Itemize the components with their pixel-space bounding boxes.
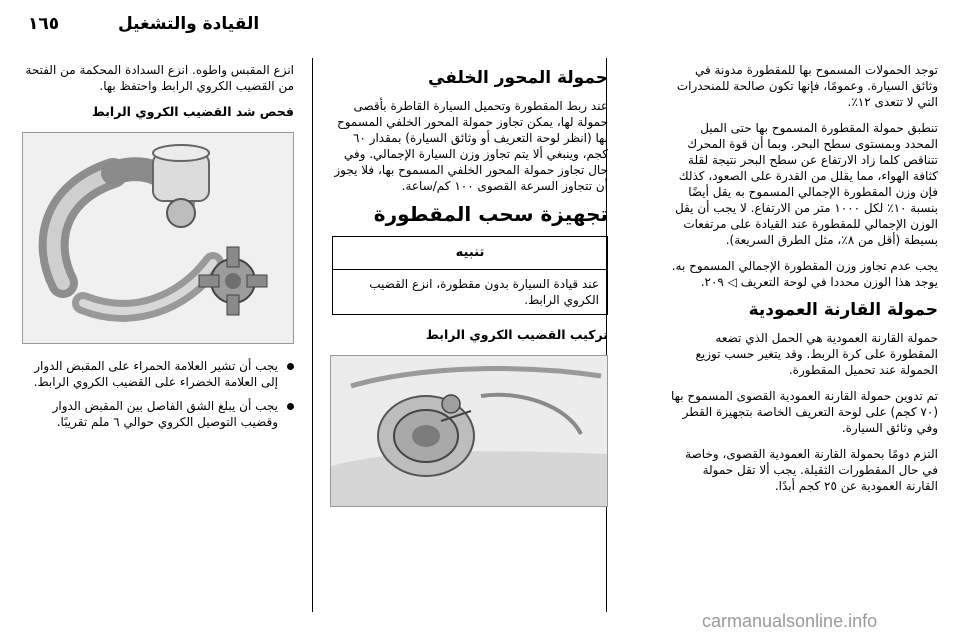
list-item [24,358,294,390]
check-bullet-list [24,358,294,430]
watermark: carmanualsonline.info [702,611,878,631]
permissible-loads-paragraph: توجد الحمولات المسموح بها للمقطورة مدونة في وثائق السيارة. وعمومًا، فإنها تكون صالحة للمنحدرات التي لا تتعدى ١٢٪. [676,63,938,109]
check-ball-bar-heading: فحص شد القضيب الكروي الرابط [91,104,294,119]
remove-plug-paragraph: انزع المقبس واطوه. انزع السدادة المحكمة من الفتحة من القضيب الكروي الرابط واحتفظ بها. [25,63,294,93]
middle-column [332,62,608,507]
socket-illustration [330,355,608,507]
altitude-paragraph: تنطبق حمولة المقطورة المسموح بها حتى الميل المحدد وبمستوى سطح البحر. وبما أن قوة المحرك تتناقص كلما زاد الارتفاع عن سطح البحر نتيجة لقلة كثافة الهواء، مما يقلل من القدرة على الصعود، كذلك فإن وزن المقطورة الإجمالي المسموح به يقل أيضًا بنسبة ١٠٪ لكل ١٠٠٠ متر من الارتفاع. لا يجب أن يقل الوزن الإجمالي للمقطورة عند القيادة على مرتفعات بسيطة (أقل من ٨٪، مثل الطرق السريعة). [675,121,938,247]
vertical-coupling-heading: حمولة القارنة العمودية [748,300,938,320]
towing-equipment-heading: تجهيزة سحب المقطورة [373,202,608,226]
fitting-ball-bar-heading: تركيب القضيب الكروي الرابط [425,327,608,342]
vertical-coupling-paragraph-2: تم تدوين حمولة القارنة العمودية القصوى المسموح بها (٧٠ كجم) على لوحة التعريف الخاصة بتجهيزة القطر وفي وثائق السيارة. [671,389,938,435]
caution-note [332,236,608,315]
right-column [668,62,938,504]
left-column [24,62,294,438]
ball-bar-illustration [22,132,294,344]
column-divider-left [312,58,313,612]
page-header [0,0,960,44]
vertical-coupling-paragraph-3: التزم دومًا بحمولة القارنة العمودية القصوى، وخاصة في حال المقطورات الثقيلة. يجب ألا تقل حمولة القارنة العمودية عن ٢٥ كجم أبدًا. [685,447,938,493]
rear-axle-paragraph: عند ربط المقطورة وتحميل السيارة القاطرة بأقصى حمولة لها، يمكن تجاوز حمولة المحور الخلفي المسموح بها (انظر لوحة التعريف أو وثائق السيارة) بمقدار ٦٠ كجم، وينبغي ألا يتم تجاوز وزن السيارة الإجمالي. وفي حال تجاوز حمولة المحور الخلفي المسموح بها، فلا يجوز أن تتجاوز السرعة القصوى ١٠٠ كم/ساعة. [334,99,608,193]
running-title: القيادة والتشغيل [118,14,260,34]
list-item [24,398,294,430]
bullet-dot-icon [287,403,294,410]
caution-note-title: تنبيه [333,237,607,270]
bullet-dot-icon [287,363,294,370]
gross-weight-paragraph: يجب عدم تجاوز وزن المقطورة الإجمالي المسموح به. يوجد هذا الوزن محددا في لوحة التعريف ◁ ٢٠٩. [671,259,938,289]
caution-note-body: عند قيادة السيارة بدون مقطورة، انزع القضيب الكروي الرابط. [369,277,599,307]
page-number: ١٦٥ [28,14,60,34]
vertical-coupling-paragraph-1: حمولة القارنة العمودية هي الحمل الذي تضعه المقطورة على كرة الربط. وقد يتغير حسب توزيع الحمولة عند تحميل المقطورة. [695,331,938,377]
rear-axle-heading: حمولة المحور الخلفي [428,68,608,88]
bullet-text: يجب أن يبلغ الشق الفاصل بين المقبض الدوار وقضيب التوصيل الكروي حوالي ٦ ملم تقريبًا. [52,399,278,429]
bullet-text: يجب أن تشير العلامة الحمراء على المقبض الدوار إلى العلامة الخضراء على القضيب الكروي الرابط. [33,359,278,389]
